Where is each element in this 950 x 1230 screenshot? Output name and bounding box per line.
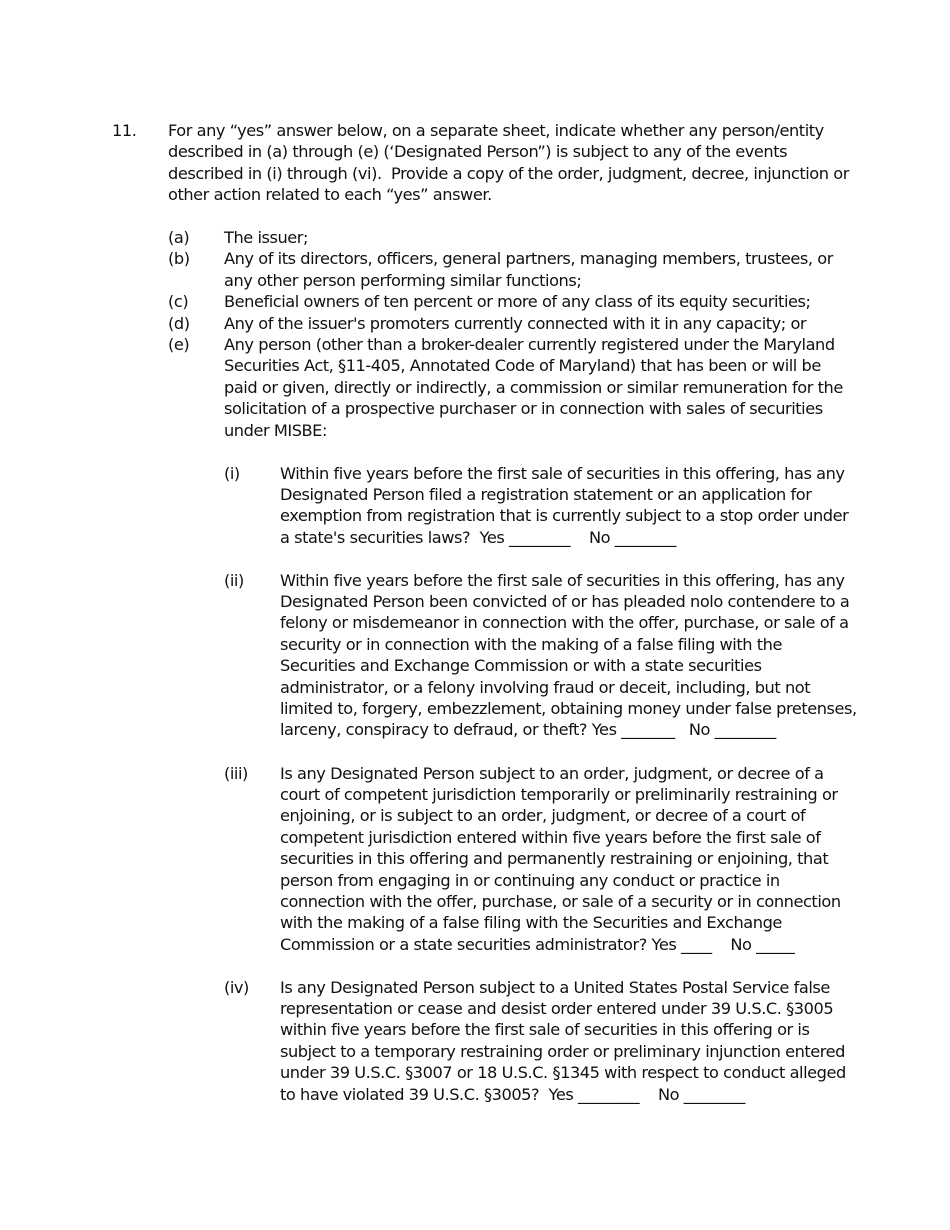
event-ii-line: Designated Person been convicted of or has pleaded nolo contendere to a: [280, 591, 850, 611]
person-e-line: Securities Act, §11-405, Annotated Code of Maryland) that has been or will be: [224, 356, 821, 376]
event-iii-line: court of competent jurisdiction temporarily or preliminarily restraining or: [280, 784, 838, 804]
event-label-ii: (ii): [224, 570, 244, 590]
person-b-line: any other person performing similar functions;: [224, 270, 582, 290]
intro-line: other action related to each “yes” answer.: [168, 185, 492, 205]
event-label-iv: (iv): [224, 977, 249, 997]
intro-line: described in (i) through (vi). Provide a copy of the order, judgment, decree, injunction or: [168, 163, 849, 183]
event-iii-line: competent jurisdiction entered within five years before the first sale of: [280, 827, 821, 847]
item-number: 11.: [112, 121, 137, 140]
event-i-line: Within five years before the first sale of securities in this offering, has any: [280, 463, 845, 483]
event-iv-line: subject to a temporary restraining order or preliminary injunction entered: [280, 1041, 845, 1061]
event-ii-line: security or in connection with the making of a false filing with the: [280, 634, 782, 654]
event-iii-line: connection with the offer, purchase, or sale of a security or in connection: [280, 891, 841, 911]
event-ii-line: limited to, forgery, embezzlement, obtaining money under false pretenses,: [280, 698, 857, 718]
event-ii-line: Within five years before the first sale of securities in this offering, has any: [280, 570, 845, 590]
person-b-line: Any of its directors, officers, general partners, managing members, trustees, or: [224, 249, 833, 269]
event-iii-line: person from engaging in or continuing any conduct or practice in: [280, 870, 780, 890]
event-iii-line: Commission or a state securities administrator? Yes ____ No _____: [280, 934, 795, 954]
person-label-e: (e): [168, 335, 190, 354]
event-label-iii: (iii): [224, 763, 248, 783]
person-d-line: Any of the issuer's promoters currently connected with it in any capacity; or: [224, 313, 807, 333]
event-i-line: exemption from registration that is currently subject to a stop order under: [280, 506, 849, 526]
event-ii-line: Securities and Exchange Commission or with a state securities: [280, 656, 762, 676]
person-e-line: Any person (other than a broker-dealer currently registered under the Maryland: [224, 335, 835, 354]
person-label-b: (b): [168, 249, 190, 269]
person-label-c: (c): [168, 292, 189, 312]
event-ii-line: administrator, or a felony involving fraud or deceit, including, but not: [280, 677, 811, 697]
event-i-line: a state's securities laws? Yes ________ No ________: [280, 527, 676, 547]
event-iii-line: with the making of a false filing with the Securities and Exchange: [280, 913, 782, 933]
person-e-line: solicitation of a prospective purchaser or in connection with sales of securities: [224, 399, 823, 419]
event-ii-line: felony or misdemeanor in connection with the offer, purchase, or sale of a: [280, 613, 849, 633]
event-label-i: (i): [224, 463, 240, 483]
person-e-line: under MISBE:: [224, 420, 327, 440]
event-iii-line: securities in this offering and permanently restraining or enjoining, that: [280, 849, 829, 869]
event-iii-line: enjoining, or is subject to an order, judgment, or decree of a court of: [280, 806, 806, 826]
event-iv-line: representation or cease and desist order entered under 39 U.S.C. §3005: [280, 998, 834, 1018]
event-iv-line: under 39 U.S.C. §3007 or 18 U.S.C. §1345 with respect to conduct alleged: [280, 1063, 846, 1083]
person-c-line: Beneficial owners of ten percent or more of any class of its equity securities;: [224, 292, 811, 312]
intro-line: described in (a) through (e) (‘Designated Person”) is subject to any of the events: [168, 142, 788, 162]
person-a-line: The issuer;: [224, 228, 308, 247]
person-label-a: (a): [168, 228, 190, 247]
event-iv-line: within five years before the first sale of securities in this offering or is: [280, 1020, 810, 1040]
event-iv-line: Is any Designated Person subject to a United States Postal Service false: [280, 977, 830, 997]
person-e-line: paid or given, directly or indirectly, a commission or similar remuneration for the: [224, 377, 843, 397]
event-ii-line: larceny, conspiracy to defraud, or theft? Yes _______ No ________: [280, 720, 776, 740]
event-iv-line: to have violated 39 U.S.C. §3005? Yes ________ No ________: [280, 1084, 745, 1104]
intro-line: For any “yes” answer below, on a separate sheet, indicate whether any person/entity: [168, 121, 824, 140]
event-iii-line: Is any Designated Person subject to an order, judgment, or decree of a: [280, 763, 824, 783]
event-i-line: Designated Person filed a registration statement or an application for: [280, 484, 812, 504]
person-label-d: (d): [168, 313, 190, 333]
